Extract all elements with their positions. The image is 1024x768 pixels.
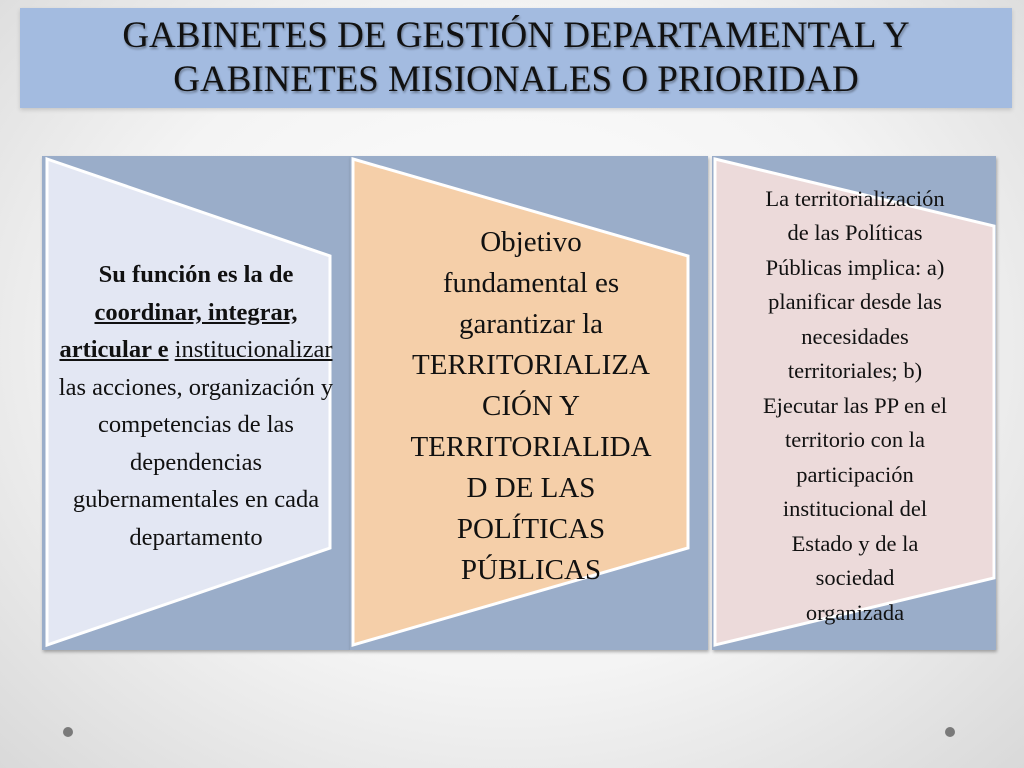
objetivo-line: garantizar la bbox=[458, 307, 604, 340]
territorializacion-line: Públicas implica: a) bbox=[765, 254, 945, 280]
territorializacion-line: Estado y de la bbox=[791, 530, 919, 556]
panel-territorializacion bbox=[712, 156, 996, 650]
panel-objetivo-text bbox=[366, 211, 696, 601]
title-line-1: GABINETES DE GESTIÓN DEPARTAMENTAL Y bbox=[122, 15, 910, 56]
title-bar bbox=[20, 8, 1012, 108]
decorative-dot-left bbox=[63, 727, 73, 737]
funcion-part-4: institucionalizar bbox=[174, 336, 333, 363]
territorializacion-line: participación bbox=[796, 461, 914, 487]
territorializacion-line: sociedad bbox=[815, 565, 895, 591]
territorializacion-line: organizada bbox=[805, 599, 905, 625]
objetivo-line: Objetivo bbox=[480, 225, 582, 258]
title-line-2: GABINETES MISIONALES O PRIORIDAD bbox=[173, 59, 859, 100]
panel-funcion-text bbox=[50, 196, 342, 616]
page-title bbox=[122, 14, 909, 102]
objetivo-line: TERRITORIALIZA bbox=[412, 348, 650, 381]
funcion-part-1: Su función es la de bbox=[98, 261, 294, 288]
territorializacion-line: necesidades bbox=[801, 323, 909, 349]
decorative-dot-right bbox=[945, 727, 955, 737]
objetivo-line: CIÓN Y bbox=[481, 389, 580, 422]
panel-objetivo bbox=[350, 156, 708, 650]
objetivo-line: TERRITORIALIDA bbox=[410, 430, 652, 463]
territorializacion-line: Ejecutar las PP en el bbox=[762, 392, 948, 418]
objetivo-line: D DE LAS bbox=[466, 471, 596, 504]
territorializacion-line: planificar desde las bbox=[768, 289, 942, 315]
panel-territorializacion-text bbox=[720, 176, 990, 636]
funcion-part-5: las acciones, organización y competencias de las dependencias gubernamentales en cada departamento bbox=[58, 373, 334, 551]
funcion-part-2: coordinar, integrar, articular e bbox=[59, 298, 298, 363]
objetivo-line: PÚBLICAS bbox=[460, 553, 602, 586]
territorializacion-line: institucional del bbox=[782, 496, 928, 522]
territorializacion-line: de las Políticas bbox=[787, 220, 923, 246]
objetivo-line: fundamental es bbox=[442, 266, 620, 299]
territorializacion-line: territorio con la bbox=[785, 427, 925, 453]
objetivo-line: POLÍTICAS bbox=[456, 512, 606, 545]
panel-funcion bbox=[42, 156, 350, 650]
territorializacion-line: territoriales; b) bbox=[787, 358, 923, 384]
territorializacion-line: La territorialización bbox=[765, 185, 945, 211]
